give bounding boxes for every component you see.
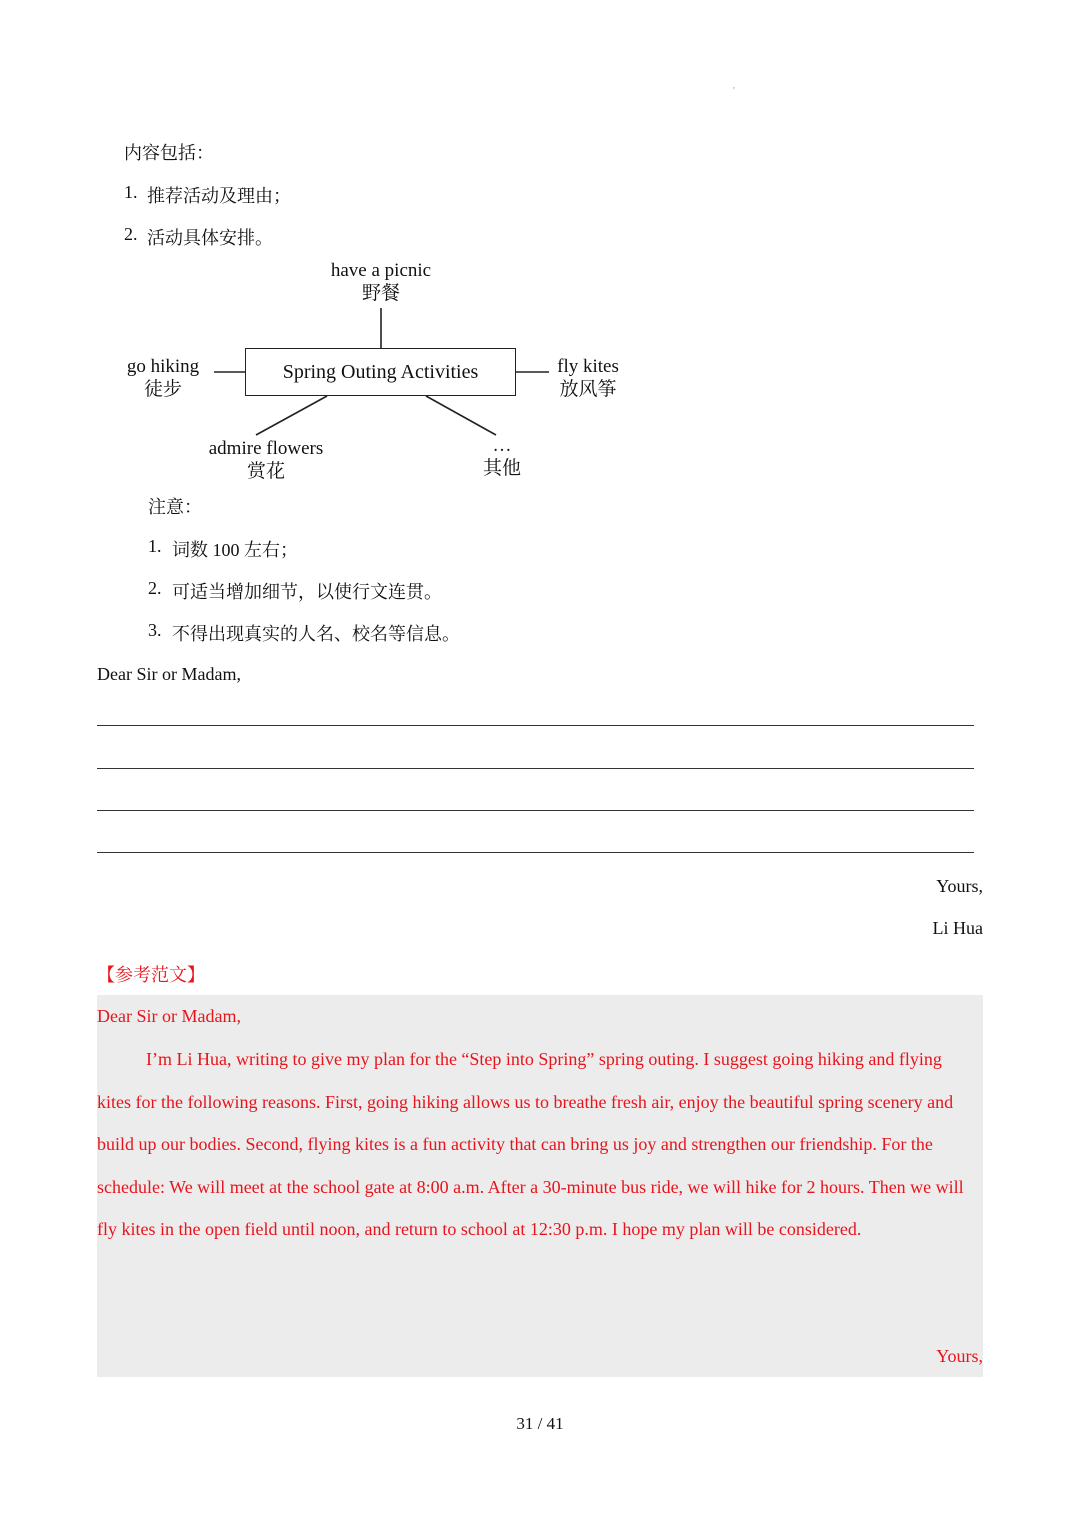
notes-item-1-number: 1.	[148, 536, 162, 556]
letter-salutation: Dear Sir or Madam,	[97, 664, 241, 684]
node-bottom-right-en: …	[492, 435, 512, 456]
connector-bottom-right	[426, 396, 496, 435]
notes-item-3-number: 3.	[148, 620, 162, 640]
notes-heading: 注意：	[148, 497, 202, 517]
notes-item-1-text: 词数 100 左右；	[172, 540, 298, 560]
page-number: 31 / 41	[516, 1414, 564, 1433]
diagram-node-bottom-right	[462, 434, 542, 480]
reference-essay-body: I’m Li Hua, writing to give my plan for the “Step into Spring” spring outing. I suggest going hiking and flying kites for the following reasons. First, going hiking allows us to breathe fresh air, enjoy the beautiful spring scenery and build up our bodies. Second, flying kites is a fun activity that can bring us joy and strengthen our friendship. For the schedule: We will meet at the school gate at 8:00 a.m. After a 30-minute bus ride, we will hike for 2 hours. Then we will fly kites in the open field until noon, and return to school at 12:30 p.m. I hope my plan will be considered.	[97, 1049, 964, 1239]
node-right-en: fly kites	[557, 356, 619, 377]
diagram-center-box: Spring Outing Activities	[245, 348, 516, 396]
connector-bottom-left	[256, 396, 327, 435]
node-top-en: have a picnic	[330, 260, 432, 281]
writing-line[interactable]	[97, 768, 974, 769]
content-item-2-number: 2.	[124, 224, 138, 244]
content-item-2-text: 活动具体安排。	[147, 228, 273, 248]
writing-line[interactable]	[97, 725, 974, 726]
content-item-1-number: 1.	[124, 182, 138, 202]
diagram-node-left	[113, 355, 213, 401]
letter-closing: Yours,	[936, 876, 983, 896]
reference-salutation: Dear Sir or Madam,	[97, 1006, 241, 1026]
node-right-zh: 放风筝	[559, 379, 617, 400]
node-bottom-left-en: admire flowers	[208, 438, 324, 459]
reference-label: 【参考范文】	[97, 965, 205, 985]
header-mark: '	[733, 86, 735, 97]
reference-closing: Yours,	[936, 1346, 983, 1366]
notes-item-2-number: 2.	[148, 578, 162, 598]
content-item-1-text: 推荐活动及理由；	[147, 186, 291, 206]
node-left-en: go hiking	[126, 356, 200, 377]
notes-item-3-text: 不得出现真实的人名、校名等信息。	[172, 624, 460, 644]
diagram-node-bottom-left	[196, 437, 336, 483]
node-top-zh: 野餐	[361, 283, 400, 304]
writing-line[interactable]	[97, 810, 974, 811]
writing-line[interactable]	[97, 852, 974, 853]
content-heading: 内容包括：	[124, 143, 214, 163]
diagram-node-right	[542, 355, 634, 401]
letter-signature: Li Hua	[932, 918, 983, 938]
diagram-node-top	[311, 259, 451, 305]
node-bottom-right-zh: 其他	[482, 458, 521, 479]
node-left-zh: 徒步	[143, 379, 182, 400]
notes-item-2-text: 可适当增加细节，以使行文连贯。	[172, 582, 442, 602]
node-bottom-left-zh: 赏花	[246, 461, 285, 482]
